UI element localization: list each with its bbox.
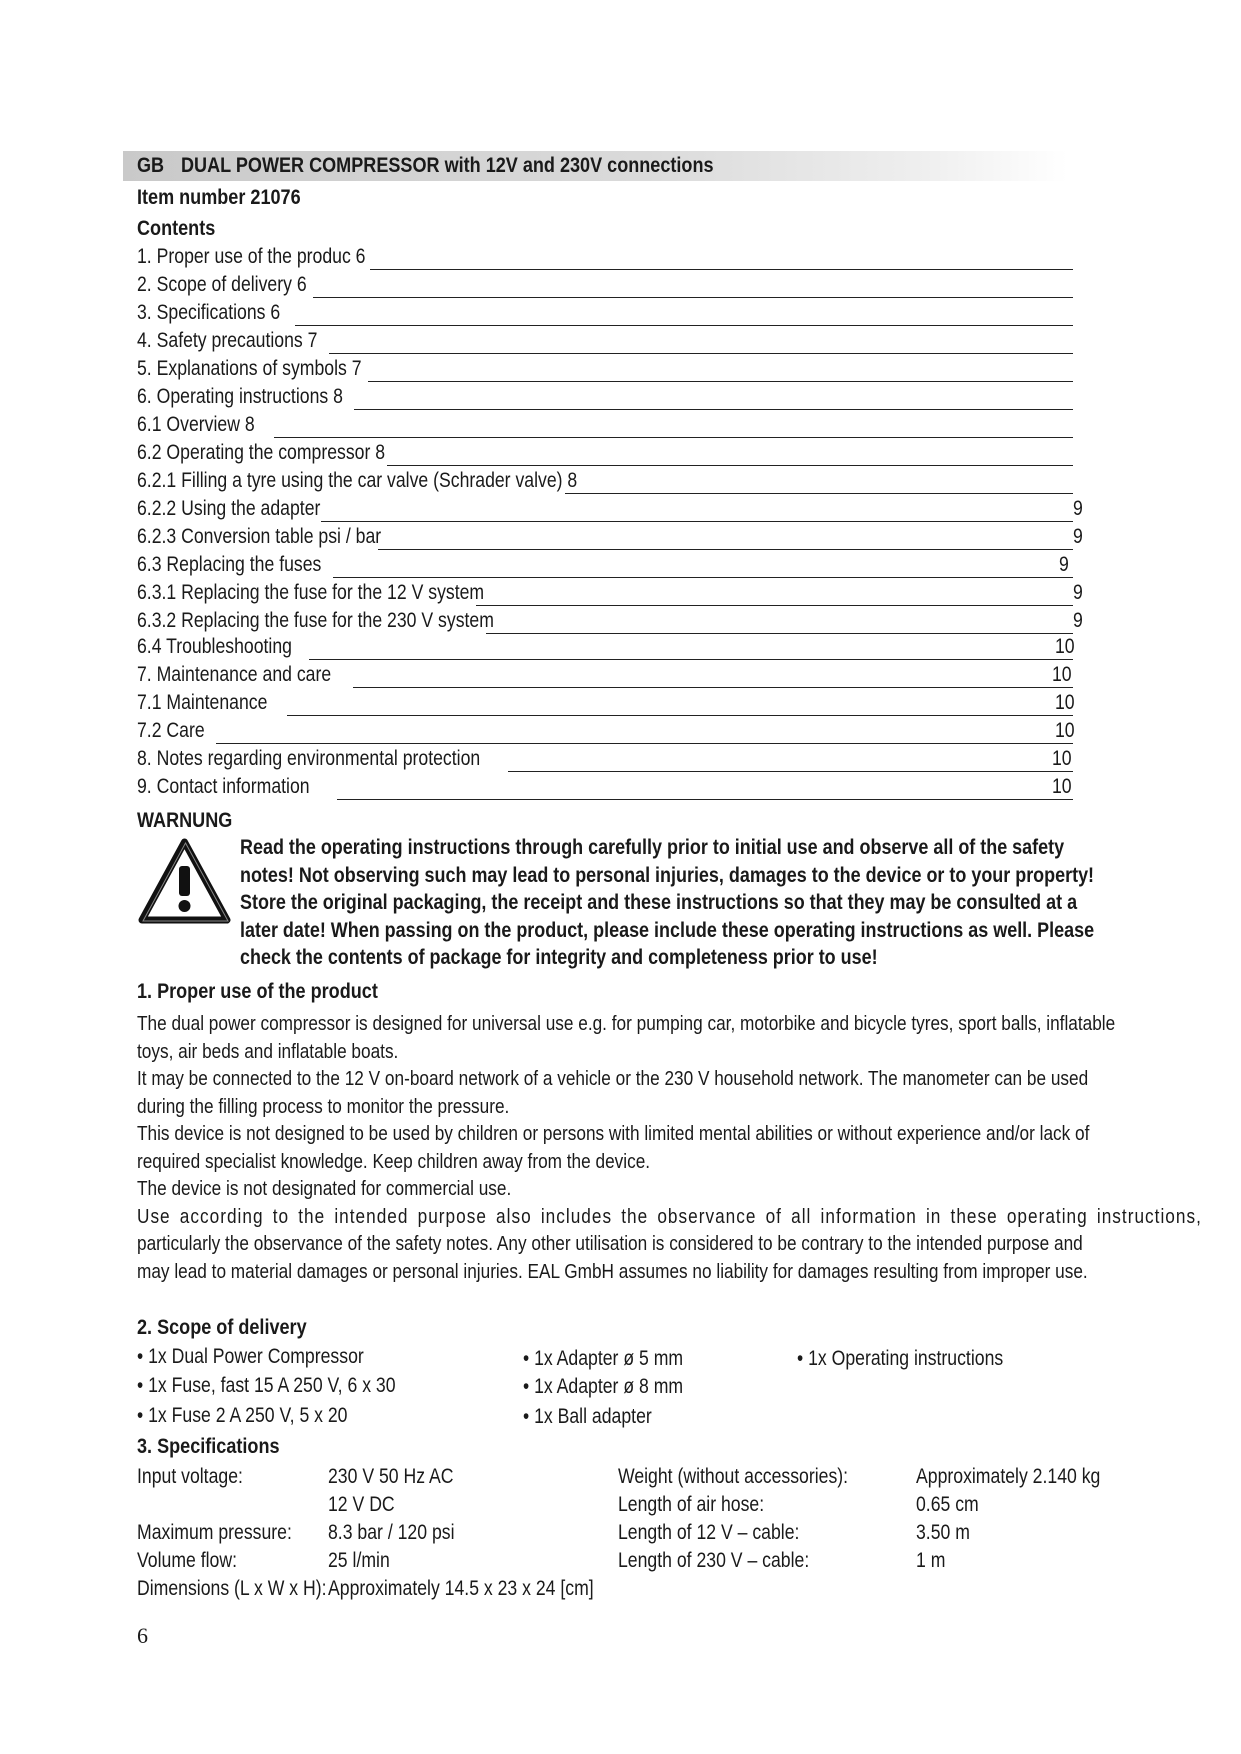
toc-leader-line bbox=[309, 659, 1073, 660]
toc-leader-line bbox=[337, 799, 1073, 800]
toc-label: 7. Maintenance and care bbox=[137, 663, 332, 686]
toc-page: 9 bbox=[1073, 581, 1083, 604]
toc-page: 10 bbox=[1052, 663, 1072, 686]
toc-row bbox=[137, 747, 1075, 773]
warning-line: notes! Not observing such may lead to personal injuries, damages to the device or to your property! bbox=[240, 863, 1095, 887]
toc-row bbox=[137, 525, 1083, 551]
toc-row bbox=[137, 385, 1075, 411]
toc-row bbox=[137, 609, 1083, 635]
toc-label: 4. Safety precautions 7 bbox=[137, 329, 318, 352]
item-number: Item number 21076 bbox=[137, 186, 301, 209]
toc-row bbox=[137, 357, 1075, 383]
spec-label: Input voltage: bbox=[137, 1465, 243, 1488]
toc-row bbox=[137, 663, 1075, 689]
paragraph-line: during the filling process to monitor the pressure. bbox=[137, 1094, 510, 1118]
toc-leader-line bbox=[508, 771, 1073, 772]
toc-label: 6.1 Overview 8 bbox=[137, 413, 255, 436]
spec-label: Maximum pressure: bbox=[137, 1521, 292, 1544]
warning-heading: WARNUNG bbox=[137, 809, 233, 832]
toc-row bbox=[137, 553, 1075, 579]
paragraph-line: It may be connected to the 12 V on-board network of a vehicle or the 230 V household network. The manometer can be used bbox=[137, 1067, 1089, 1090]
toc-leader-line bbox=[329, 353, 1073, 354]
toc-label: 6. Operating instructions 8 bbox=[137, 385, 343, 408]
toc-leader-line bbox=[333, 577, 1073, 578]
toc-page: 10 bbox=[1055, 635, 1075, 658]
toc-row bbox=[137, 691, 1075, 717]
toc-label: 3. Specifications 6 bbox=[137, 301, 281, 324]
paragraph-line: required specialist knowledge. Keep children away from the device. bbox=[137, 1149, 651, 1173]
toc-row bbox=[137, 497, 1083, 523]
toc-label: 7.2 Care bbox=[137, 719, 205, 742]
toc-leader-line bbox=[378, 549, 1073, 550]
spec-value: 230 V 50 Hz AC bbox=[328, 1465, 454, 1488]
paragraph-line: This device is not designed to be used by children or persons with limited mental abilities or without experience and/or lack of bbox=[137, 1122, 1090, 1145]
toc-label: 6.2 Operating the compressor 8 bbox=[137, 441, 386, 464]
delivery-item: • 1x Adapter ø 5 mm bbox=[523, 1347, 684, 1370]
warning-text bbox=[240, 834, 1239, 972]
toc-label: 6.3 Replacing the fuses bbox=[137, 553, 322, 576]
spec-label: Dimensions (L x W x H): bbox=[137, 1577, 327, 1600]
toc-leader-line bbox=[368, 381, 1073, 382]
toc-row bbox=[137, 581, 1083, 607]
spec-value: 0.65 cm bbox=[916, 1493, 979, 1516]
delivery-item: • 1x Ball adapter bbox=[523, 1405, 652, 1428]
spec-label: Length of 230 V – cable: bbox=[618, 1549, 810, 1572]
toc-label: 6.2.3 Conversion table psi / bar bbox=[137, 525, 382, 548]
paragraph-line: particularly the observance of the safety notes. Any other utilisation is considered to be contrary to the intended purpose and bbox=[137, 1232, 1083, 1255]
paragraph-line: may lead to material damages or personal injuries. EAL GmbH assumes no liability for damages resulting from improper use. bbox=[137, 1259, 1088, 1283]
delivery-item: • 1x Fuse, fast 15 A 250 V, 6 x 30 bbox=[137, 1374, 396, 1397]
toc-label: 6.4 Troubleshooting bbox=[137, 635, 292, 658]
toc-label: 6.3.1 Replacing the fuse for the 12 V system bbox=[137, 581, 485, 604]
toc-leader-line bbox=[387, 465, 1073, 466]
toc-leader-line bbox=[354, 409, 1073, 410]
toc-page: 9 bbox=[1073, 525, 1083, 548]
warning-triangle-icon bbox=[138, 838, 231, 924]
language-code: GB bbox=[137, 154, 165, 177]
spec-label: Weight (without accessories): bbox=[618, 1465, 849, 1488]
spec-value: 3.50 m bbox=[916, 1521, 970, 1544]
toc-leader-line bbox=[313, 297, 1073, 298]
spec-value: Approximately 2.140 kg bbox=[916, 1465, 1101, 1488]
warning-line: check the contents of package for integrity and completeness prior to use! bbox=[240, 946, 878, 969]
toc-row bbox=[137, 775, 1075, 801]
toc-row bbox=[137, 719, 1075, 745]
document-title: DUAL POWER COMPRESSOR with 12V and 230V connections bbox=[181, 154, 714, 177]
spec-value: 12 V DC bbox=[328, 1493, 395, 1516]
delivery-item: • 1x Operating instructions bbox=[797, 1347, 1004, 1370]
toc-leader-line bbox=[486, 633, 1073, 634]
spec-value: 8.3 bar / 120 psi bbox=[328, 1521, 455, 1544]
paragraph-line: toys, air beds and inflatable boats. bbox=[137, 1039, 399, 1063]
toc-leader-line bbox=[565, 493, 1073, 494]
spec-value: 25 l/min bbox=[328, 1549, 390, 1572]
section-1-body bbox=[137, 1010, 1202, 1285]
toc-page: 9 bbox=[1059, 553, 1069, 576]
section-2-heading: 2. Scope of delivery bbox=[137, 1316, 307, 1339]
toc-label: 2. Scope of delivery 6 bbox=[137, 273, 307, 296]
toc-label: 7.1 Maintenance bbox=[137, 691, 268, 714]
toc-row bbox=[137, 301, 1075, 327]
delivery-item: • 1x Adapter ø 8 mm bbox=[523, 1375, 684, 1398]
spec-label: Length of 12 V – cable: bbox=[618, 1521, 800, 1544]
toc-page: 10 bbox=[1052, 775, 1072, 798]
toc-label: 6.2.1 Filling a tyre using the car valve (Schrader valve) 8 bbox=[137, 469, 578, 492]
toc-leader-line bbox=[476, 605, 1073, 606]
toc-leader-line bbox=[216, 743, 1073, 744]
warning-line: Read the operating instructions through carefully prior to initial use and observe all of the safety bbox=[240, 836, 1065, 859]
spec-value: 1 m bbox=[916, 1549, 946, 1572]
spec-value: Approximately 14.5 x 23 x 24 [cm] bbox=[328, 1577, 594, 1600]
toc-label: 6.2.2 Using the adapter bbox=[137, 497, 321, 520]
section-3-heading: 3. Specifications bbox=[137, 1435, 280, 1458]
toc-label: 1. Proper use of the produc 6 bbox=[137, 245, 366, 268]
warning-line: later date! When passing on the product, please include these operating instructions as well. Please bbox=[240, 918, 1095, 942]
toc-row bbox=[137, 441, 1075, 467]
toc-page: 10 bbox=[1055, 719, 1075, 742]
paragraph-line: Use according to the intended purpose also includes the observance of all information in these operating instructions, bbox=[137, 1204, 1202, 1228]
toc-label: 8. Notes regarding environmental protection bbox=[137, 747, 481, 770]
paragraph-line: The device is not designated for commercial use. bbox=[137, 1177, 512, 1200]
section-1-heading: 1. Proper use of the product bbox=[137, 980, 378, 1003]
toc-row bbox=[137, 245, 1075, 271]
toc-leader-line bbox=[321, 521, 1073, 522]
toc-page: 10 bbox=[1055, 691, 1075, 714]
toc-leader-line bbox=[295, 325, 1073, 326]
toc-leader-line bbox=[287, 715, 1073, 716]
delivery-item: • 1x Fuse 2 A 250 V, 5 x 20 bbox=[137, 1404, 348, 1427]
toc-label: 6.3.2 Replacing the fuse for the 230 V system bbox=[137, 609, 494, 632]
paragraph-line: The dual power compressor is designed for universal use e.g. for pumping car, motorbike and bicycle tyres, sport balls, inflatable bbox=[137, 1012, 1116, 1035]
toc-leader-line bbox=[353, 687, 1073, 688]
toc-page: 9 bbox=[1073, 497, 1083, 520]
toc-page: 10 bbox=[1052, 747, 1072, 770]
toc-page: 9 bbox=[1073, 609, 1083, 632]
toc-row bbox=[137, 635, 1075, 661]
toc-label: 5. Explanations of symbols 7 bbox=[137, 357, 362, 380]
toc-row bbox=[137, 469, 1075, 495]
section-header-bar bbox=[123, 151, 1068, 181]
toc-label: 9. Contact information bbox=[137, 775, 310, 798]
toc-row bbox=[137, 329, 1075, 355]
toc-row bbox=[137, 413, 1075, 439]
toc-leader-line bbox=[274, 437, 1073, 438]
spec-label: Length of air hose: bbox=[618, 1493, 765, 1516]
toc-leader-line bbox=[370, 269, 1073, 270]
delivery-item: • 1x Dual Power Compressor bbox=[137, 1345, 364, 1368]
page-number: 6 bbox=[137, 1623, 148, 1648]
warning-line: Store the original packaging, the receipt and these instructions so that they may be consulted at a bbox=[240, 891, 1078, 914]
spec-label: Volume flow: bbox=[137, 1549, 238, 1572]
toc-row bbox=[137, 273, 1075, 299]
contents-heading: Contents bbox=[137, 217, 216, 240]
